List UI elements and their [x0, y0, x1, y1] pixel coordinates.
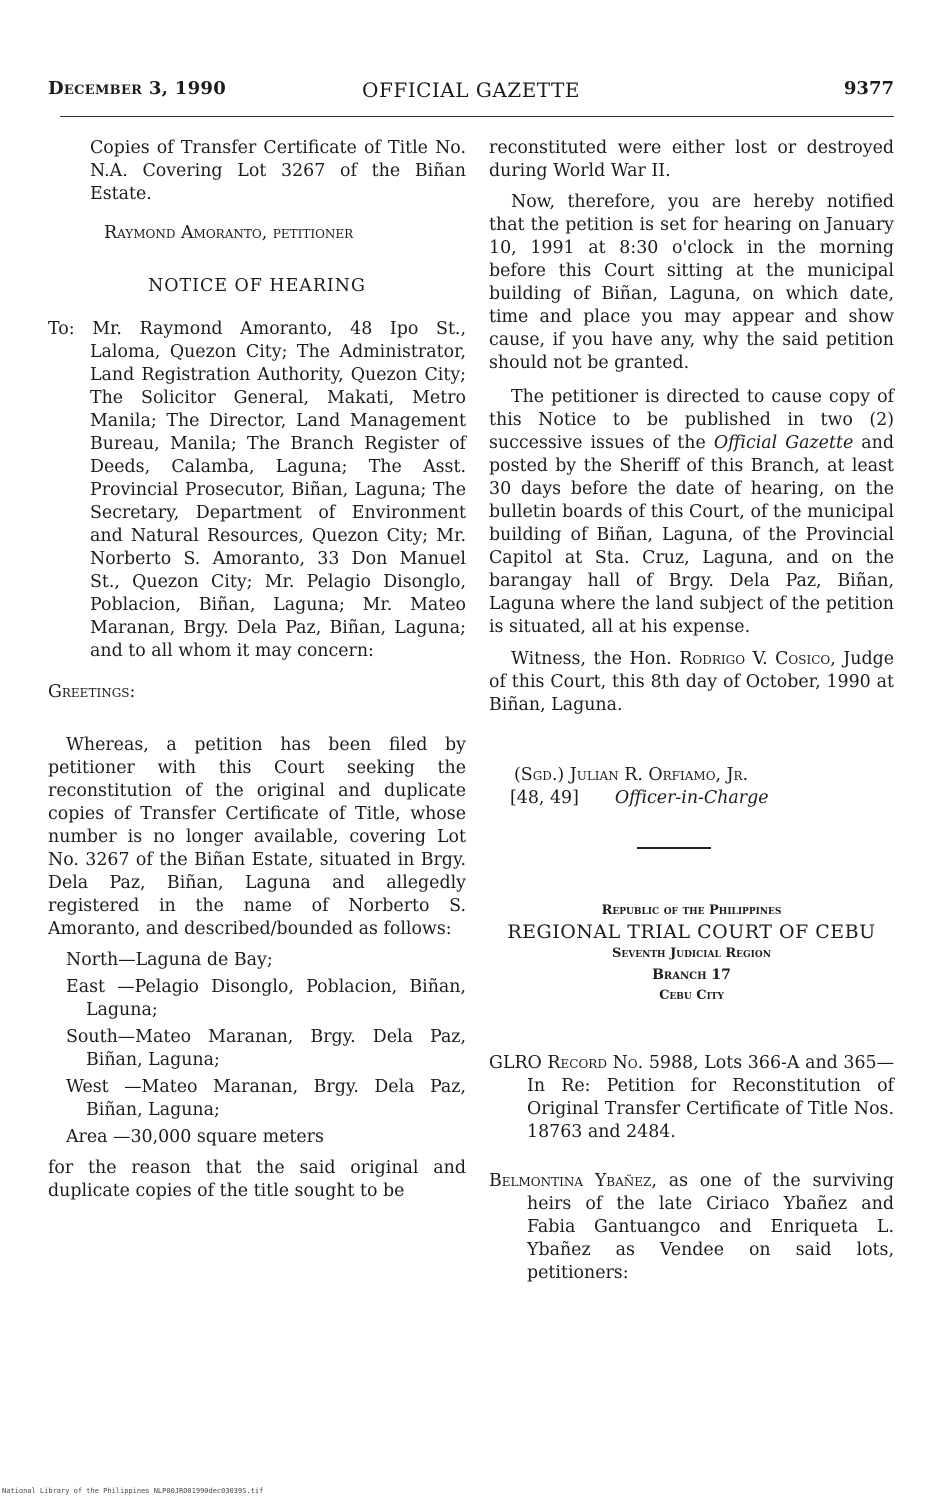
region-line: Seventh Judicial Region: [612, 946, 771, 961]
boundary-area: Area —30,000 square meters: [66, 1127, 324, 1147]
branch-line: Branch 17: [652, 967, 731, 983]
glro-block: [489, 1052, 894, 1285]
gazette-italic: Official Gazette: [713, 433, 854, 453]
continuation-text: reconstituted were either lost or destroyed during World War II.: [489, 138, 894, 181]
to-label: To:: [48, 319, 75, 339]
petitioner-name: Belmontina Ybañez: [489, 1171, 652, 1191]
court-heading: [489, 902, 894, 1006]
page-header: [48, 78, 894, 108]
signature-block: [510, 764, 894, 810]
issue-reference: [48, 49]: [510, 788, 579, 808]
petitioner-paragraph: [489, 1170, 894, 1285]
signer-title: Officer-in-Charge: [614, 788, 769, 808]
to-recipients: Mr. Raymond Amoranto, 48 Ipo St., Laloma, Quezon City; The Administrator, Land Registration Authority, Quezon City; The Solicitor General, Makati, Metro Manila; The Director, Land Management Bureau, Manila; The Branch Register of Deeds, Calamba, Laguna; The Asst. Provincial Prosecutor, Biñan, Laguna; The Secretary, Department of Environment and Natural Resources, Quezon City; Mr. Norberto S. Amoranto, 33 Don Manuel St., Quezon City; Mr. Pelagio Disonglo, Poblacion, Biñan, Laguna; Mr. Mateo Maranan, Brgy. Dela Paz, Biñan, Laguna; and to all whom it may concern:: [90, 319, 466, 661]
header-title: OFFICIAL GAZETTE: [362, 78, 580, 102]
intro-text: Copies of Transfer Certificate of Title No. N.A. Covering Lot 3267 of the Biñan Estate.: [90, 138, 466, 204]
boundaries-list: [48, 949, 466, 1149]
boundary-south: South—Mateo Maranan, Brgy. Dela Paz, Biñan, Laguna;: [66, 1027, 466, 1070]
whereas-paragraph: Whereas, a petition has been filed by petitioner with this Court seeking the reconstitution of the original and duplicate copies of Transfer Certificate of Title, whose number is no longer available, covering Lot No. 3267 of the Biñan Estate, situated in Brgy. Dela Paz, Biñan, Laguna and allegedly registered in the name of Norberto S. Amoranto, and described/bounded as follows:: [48, 735, 466, 939]
witness-text-end: , Judge of this Court, this 8th day of October, 1990 at Biñan, Laguna.: [489, 649, 895, 715]
petitioner-line: Raymond Amoranto, petitioner: [104, 223, 354, 243]
boundary-west: West —Mateo Maranan, Brgy. Dela Paz, Biñan, Laguna;: [66, 1077, 466, 1120]
now-therefore-paragraph: Now, therefore, you are hereby notified that the petition is set for hearing on January 10, 1991 at 8:30 o'clock in the morning before this Court sitting at the municipal building of Biñan, Laguna, on which date, time and place you may appear and show cause, if you have any, why the said petition should not be granted.: [489, 192, 894, 373]
notice-title: NOTICE OF HEARING: [148, 276, 366, 296]
signer-line: [510, 787, 894, 810]
section-divider: [637, 847, 711, 849]
scan-footer: National Library of the Philippines NLP00JRO01990dec03039S.tif: [2, 1487, 264, 1495]
to-paragraph: [48, 318, 466, 663]
directed-text-end: and posted by the Sheriff of this Branch, at least 30 days before the date of hearing, on the bulletin boards of this Court, of the municipal building of Biñan, Laguna, of the Provincial Capitol at Sta. Cruz, Laguna, and on the barangay hall of Brgy. Dela Paz, Biñan, Laguna where the land subject of the petition is situated, all at his expense.: [489, 433, 894, 637]
directed-text-start: The petitioner is directed to cause copy of this Notice to be published in two (2) successive issues of the: [489, 387, 894, 453]
court-name: REGIONAL TRIAL COURT OF CEBU: [507, 921, 876, 943]
city-line: Cebu City: [659, 988, 724, 1003]
header-date: December 3, 1990: [48, 78, 227, 99]
right-column: [489, 137, 894, 717]
glro-label: GLRO Record No.: [489, 1053, 644, 1073]
glro-text: 5988, Lots 366-A and 365—In Re: Petition for Reconstitution of Original Transfer Certificate of Title Nos. 18763 and 2484.: [527, 1053, 894, 1142]
signature-line: (Sgd.) Julian R. Orfiamo, Jr.: [514, 765, 749, 785]
boundary-north: North—Laguna de Bay;: [66, 950, 273, 970]
republic-line: Republic of the Philippines: [601, 903, 782, 918]
header-rule: [60, 116, 894, 117]
greetings: Greetings:: [48, 682, 136, 702]
glro-paragraph: [489, 1052, 894, 1144]
judge-name: Rodrigo V. Cosico: [679, 649, 831, 669]
boundary-east: East —Pelagio Disonglo, Poblacion, Biñan, Laguna;: [66, 977, 466, 1020]
witness-paragraph: [489, 648, 894, 717]
left-column: [48, 137, 466, 1203]
petitioner-text: , as one of the surviving heirs of the late Ciriaco Ybañez and Fabia Gantuangco and Enriqueta L. Ybañez as Vendee on said lots, petitioners:: [527, 1171, 894, 1283]
header-page-number: 9377: [843, 78, 894, 99]
reason-paragraph: for the reason that the said original and duplicate copies of the title sought to be: [48, 1158, 466, 1201]
witness-text-start: Witness, the Hon.: [511, 649, 680, 669]
directed-paragraph: [489, 386, 894, 639]
